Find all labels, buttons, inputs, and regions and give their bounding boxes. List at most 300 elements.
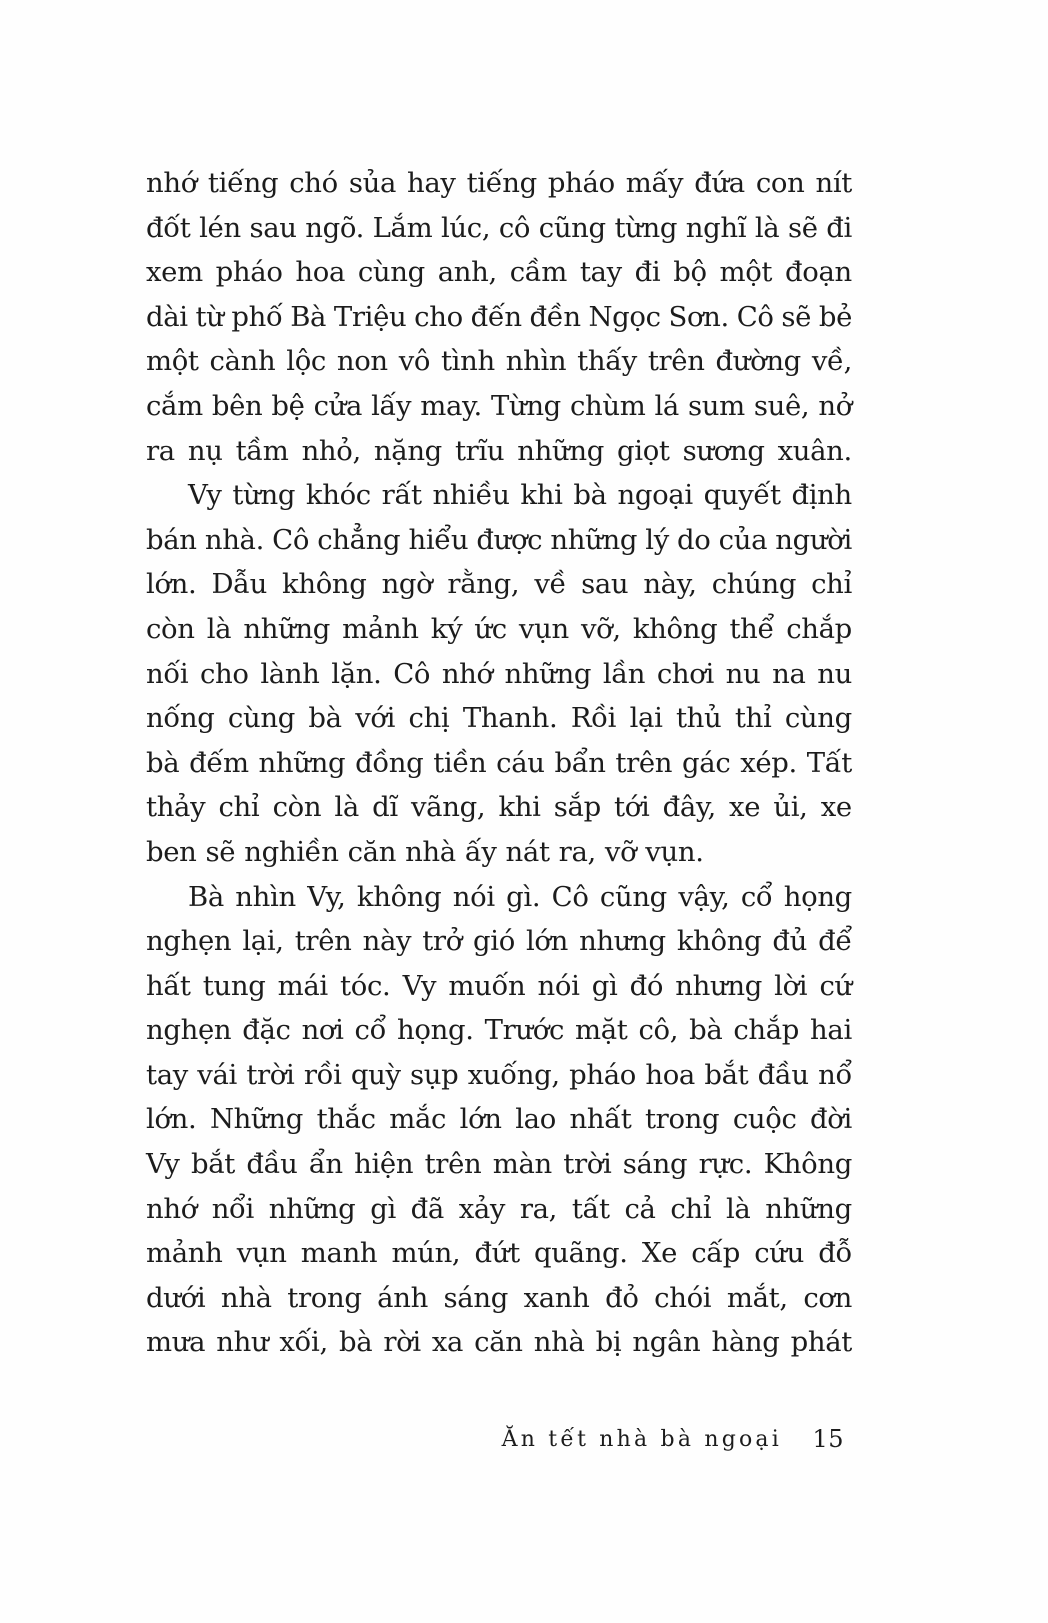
word: khi (520, 479, 563, 512)
word: mắt, (726, 1281, 788, 1314)
word: chơi (656, 657, 714, 690)
word: trời (563, 1148, 612, 1181)
word: cũng (538, 211, 606, 244)
word: hai (810, 1014, 852, 1047)
word: cứ (819, 969, 852, 1002)
word: nhà (220, 1281, 272, 1314)
word: ức (474, 612, 507, 645)
word: chỉ (218, 791, 260, 824)
word: bán (146, 523, 197, 556)
word: đường (715, 345, 801, 378)
word: lộc (286, 345, 326, 378)
word: đến (470, 300, 522, 333)
word: bị (595, 1326, 622, 1359)
word: là (206, 612, 232, 645)
word: mặt (574, 1014, 628, 1047)
word: quyết (703, 479, 781, 512)
word: xép. (740, 746, 797, 779)
word: lần (602, 657, 646, 690)
word: lặn. (331, 657, 382, 690)
word: xem (146, 256, 203, 289)
word: nhà (405, 835, 456, 868)
word: gác (682, 746, 731, 779)
word: Vy (188, 479, 222, 512)
word: lời (774, 969, 808, 1002)
word: nổi (211, 1192, 254, 1225)
word: sẽ (787, 211, 818, 244)
text-line (146, 1097, 852, 1142)
word: ra, (558, 835, 596, 868)
word: đã (410, 1192, 444, 1225)
word: muốn (448, 969, 526, 1002)
text-line (146, 607, 852, 652)
word: một (146, 345, 199, 378)
word: bên (211, 389, 263, 422)
word: tiếng (207, 167, 279, 199)
word: Ngọc (588, 300, 661, 333)
word: Bà (188, 880, 224, 913)
word: nghẹn (146, 925, 232, 958)
word: cũng (599, 880, 667, 913)
word: thể (729, 612, 775, 645)
word: để (818, 925, 852, 958)
word: vụn (236, 1237, 287, 1270)
word: mái (277, 969, 328, 1002)
word: với (355, 702, 396, 735)
word: lá (654, 389, 679, 422)
word: người (775, 523, 852, 556)
word: thắc (316, 1103, 376, 1136)
text-line (146, 1142, 852, 1187)
word: khóc (305, 479, 371, 512)
word: sum (688, 389, 745, 422)
word: quãng. (534, 1237, 628, 1270)
word: không (676, 925, 762, 958)
word: thấy (577, 345, 637, 378)
text-line (146, 652, 852, 697)
word: ủi, (773, 791, 808, 824)
word: Xe (641, 1237, 678, 1270)
word: bà (308, 702, 342, 735)
word: ben (146, 835, 197, 868)
word: đỏ (605, 1281, 639, 1314)
word: ra, (519, 1192, 558, 1225)
word: chúng (711, 568, 797, 601)
word: lớn. (146, 568, 197, 601)
word: Tất (806, 746, 852, 779)
word: lao (515, 1103, 556, 1136)
text-line (146, 295, 852, 340)
word: sụp (410, 1058, 459, 1091)
word: vãng, (411, 791, 486, 824)
word: còn (146, 612, 195, 645)
word: tất (571, 1192, 610, 1225)
word: cổ (740, 880, 773, 913)
word: Cô (736, 300, 774, 333)
text-line (146, 830, 852, 875)
word: trở (422, 925, 462, 958)
word: đền (529, 300, 581, 333)
word: đặc (242, 1014, 291, 1047)
word: tiếng (466, 167, 537, 199)
word: hiểu (408, 523, 469, 556)
word: là (725, 1192, 751, 1225)
word: nu (725, 657, 761, 690)
word: dưới (146, 1281, 206, 1314)
text-line (146, 875, 852, 920)
word: Không (763, 1148, 852, 1181)
word: nụ (187, 434, 223, 467)
word: xanh (523, 1281, 590, 1314)
text-line (146, 1320, 852, 1365)
word: trên (647, 345, 705, 378)
word: tung (202, 969, 266, 1002)
word: ngờ (381, 568, 433, 601)
word: Vy (146, 1148, 180, 1181)
word: đời (810, 1103, 852, 1136)
word: đốt (146, 211, 191, 244)
word: cửa (313, 389, 363, 422)
text-line (146, 1276, 852, 1321)
word: ánh (377, 1281, 428, 1314)
word: một (719, 256, 773, 289)
word: bắt (190, 1148, 235, 1181)
word: nhưng (675, 969, 762, 1002)
word: mưa (146, 1326, 206, 1359)
word: nhớ (441, 657, 493, 690)
text-line (146, 696, 852, 741)
word: Vy (402, 969, 437, 1002)
word: đỗ (818, 1237, 852, 1270)
word: rất (381, 479, 422, 512)
word: những (550, 523, 638, 556)
word: này, (643, 568, 697, 601)
text-line (146, 518, 852, 563)
word: cầm (509, 256, 568, 289)
word: nối (146, 657, 189, 690)
word: đi (826, 211, 852, 244)
word: nhà. (204, 523, 264, 556)
word: Thanh. (462, 702, 558, 735)
word: Lắm (372, 211, 433, 244)
word: gió (473, 925, 515, 958)
word: không (632, 612, 718, 645)
word: hất (146, 969, 191, 1002)
word: tiền (433, 746, 487, 779)
word: ký (430, 612, 463, 645)
text-line (146, 562, 852, 607)
word: mắc (389, 1103, 447, 1136)
word: giọt (617, 434, 670, 467)
word: chắp (786, 612, 852, 645)
word: tới (614, 791, 650, 824)
word: cứu (754, 1237, 805, 1270)
word: Vy, (307, 880, 346, 913)
word: cấp (691, 1237, 741, 1270)
word: lúc, (440, 211, 491, 244)
word: từ (195, 300, 224, 333)
word: nghiền (244, 835, 339, 868)
word: sắp (553, 791, 601, 824)
word: tay (579, 256, 622, 289)
word: gì (370, 1192, 396, 1225)
word: Rồi (570, 702, 617, 735)
word: từng (232, 479, 296, 512)
word: những (504, 657, 592, 690)
word: xảy (458, 1192, 506, 1225)
word: cơn (803, 1281, 852, 1314)
word: mấy (625, 167, 684, 199)
word: lành (260, 657, 320, 690)
word: sủa (348, 167, 397, 199)
word: đứa (694, 167, 745, 199)
word: vụn. (645, 835, 704, 868)
word: mún, (391, 1237, 461, 1270)
word: này (362, 925, 412, 958)
word: trĩu (454, 434, 505, 467)
word: pháo (215, 256, 283, 289)
word: nở (818, 389, 852, 422)
word: phố (231, 300, 283, 333)
word: pháo (569, 1058, 636, 1091)
word: những (765, 1192, 852, 1225)
word: khi (498, 791, 541, 824)
word: xe (820, 791, 852, 824)
word: không (356, 880, 442, 913)
word: ngoại (617, 479, 693, 512)
word: gì. (506, 880, 541, 913)
word: bà (573, 479, 607, 512)
word: xe (729, 791, 761, 824)
word: nhà (533, 1326, 585, 1359)
word: sau (581, 568, 629, 601)
word: cho (200, 657, 249, 690)
text-line (146, 1231, 852, 1276)
word: lý (645, 523, 669, 556)
word: mảnh (146, 1237, 223, 1270)
word: đủ (772, 925, 808, 958)
word: lớn (459, 1103, 502, 1136)
word: cô, (638, 1014, 679, 1047)
word: đầu (246, 1148, 298, 1181)
word: căn (474, 1326, 523, 1359)
text-line (146, 1008, 852, 1053)
word: trong (644, 1103, 720, 1136)
text-line (146, 161, 852, 206)
word: tay (146, 1058, 188, 1091)
word: cành (209, 345, 276, 378)
word: mảnh (342, 612, 419, 645)
word: vụn (518, 612, 569, 645)
word: Bà (290, 300, 327, 333)
word: cùng (227, 702, 295, 735)
word: đi (634, 256, 661, 289)
word: là (754, 211, 780, 244)
page-footer (146, 1425, 852, 1461)
word: cáu (496, 746, 545, 779)
word: chói (654, 1281, 712, 1314)
word: chùm (569, 389, 646, 422)
word: hiện (354, 1148, 414, 1181)
word: nít (815, 167, 852, 199)
word: Sơn. (668, 300, 729, 333)
word: manh (300, 1237, 378, 1270)
word: cho (414, 300, 463, 333)
word: những (517, 434, 604, 467)
word: đó (629, 969, 664, 1002)
word: trên (424, 1148, 482, 1181)
word: vái (197, 1058, 237, 1091)
word: rồi (303, 1058, 342, 1091)
word: về, (811, 345, 852, 378)
word: từng (614, 211, 678, 244)
text-line (146, 339, 852, 384)
word: căn (347, 835, 397, 868)
word: sau (249, 211, 297, 244)
word: lớn. (146, 1103, 197, 1136)
word: hoa (295, 256, 345, 289)
word: bà (146, 746, 180, 779)
text-line (146, 473, 852, 518)
word: rằng, (447, 568, 520, 601)
word: Triệu (333, 300, 407, 333)
word: nhớ (146, 167, 197, 199)
word: ngân (632, 1326, 701, 1359)
word: cô (498, 211, 531, 244)
word: họng. (397, 1014, 474, 1047)
word: nhìn (505, 345, 567, 378)
word: bẻ (818, 300, 852, 333)
text-line (146, 785, 852, 830)
word: nhớ (146, 1192, 197, 1225)
word: bà (689, 1014, 723, 1047)
word: cả (624, 1192, 656, 1225)
word: Từng (490, 389, 561, 422)
page-number: 15 (812, 1425, 844, 1453)
word: đoạn (784, 256, 852, 289)
word: bắt (704, 1058, 749, 1091)
word: vỡ, (580, 612, 621, 645)
word: lại (629, 702, 663, 735)
text-line (146, 741, 852, 786)
word: thỉ (734, 702, 772, 735)
word: anh, (437, 256, 497, 289)
word: con (755, 167, 805, 199)
word: như (216, 1326, 269, 1359)
word: phát (790, 1326, 852, 1359)
word: lấy (371, 389, 412, 422)
word: đứt (474, 1237, 520, 1270)
word: sáng (622, 1148, 688, 1181)
word: dĩ (372, 791, 398, 824)
word: trên (294, 925, 352, 958)
word: thủ (675, 702, 722, 735)
word: chẳng (317, 523, 401, 556)
word: Cô (551, 880, 589, 913)
word: nghĩ (685, 211, 747, 244)
word: Cô (393, 657, 431, 690)
word: ra (146, 434, 175, 467)
word: trong (287, 1281, 362, 1314)
word: họng (783, 880, 852, 913)
word: sẽ (781, 300, 812, 333)
body-text (146, 161, 852, 1365)
word: hàng (711, 1326, 780, 1359)
word: cùng (784, 702, 852, 735)
word: may. (420, 389, 482, 422)
word: ngõ. (305, 211, 364, 244)
text-line (146, 206, 852, 251)
word: đồng (355, 746, 424, 779)
word: pháo (547, 167, 615, 199)
word: cùng (357, 256, 425, 289)
word: thảy (146, 791, 206, 824)
word: trên (615, 746, 673, 779)
word: của (718, 523, 768, 556)
word: dài (146, 300, 188, 333)
word: gì (591, 969, 618, 1002)
word: hay (407, 167, 456, 199)
word: nói (452, 880, 495, 913)
word: nhỏ, (301, 434, 361, 467)
word: sương (682, 434, 765, 467)
word: về (534, 568, 567, 601)
word: trời (246, 1058, 295, 1091)
word: màn (492, 1148, 552, 1181)
word: na (772, 657, 806, 690)
word: nơi (301, 1014, 344, 1047)
word: nhiều (432, 479, 510, 512)
word: ẩn (308, 1148, 343, 1181)
text-line (146, 250, 852, 295)
word: non (336, 345, 388, 378)
word: đầu (757, 1058, 809, 1091)
word: vỡ (604, 835, 637, 868)
word: xuống, (467, 1058, 560, 1091)
word: lớn (525, 925, 568, 958)
word: do (677, 523, 711, 556)
word: ấy (464, 835, 497, 868)
word: nát (505, 835, 550, 868)
word: Dẫu (211, 568, 267, 601)
word: nói (537, 969, 580, 1002)
word: vô (398, 345, 431, 378)
word: suê, (753, 389, 810, 422)
text-line (146, 1053, 852, 1098)
text-line (146, 429, 852, 474)
word: được (476, 523, 543, 556)
word: nhất (569, 1103, 632, 1136)
word: nổ (818, 1058, 852, 1091)
word: đây, (662, 791, 716, 824)
word: chỉ (811, 568, 852, 601)
text-line (146, 384, 852, 429)
word: nống (146, 702, 215, 735)
word: cắm (146, 389, 203, 422)
word: Trước (484, 1014, 565, 1047)
word: quỳ (350, 1058, 401, 1091)
word: bẩn (554, 746, 606, 779)
word: lại, (242, 925, 284, 958)
word: những (268, 1192, 356, 1225)
word: bà (338, 1326, 373, 1359)
word: sẽ (205, 835, 236, 868)
word: những (243, 612, 331, 645)
word: nu (817, 657, 852, 690)
word: chỉ (670, 1192, 712, 1225)
word: nhưng (579, 925, 666, 958)
word: còn (272, 791, 322, 824)
